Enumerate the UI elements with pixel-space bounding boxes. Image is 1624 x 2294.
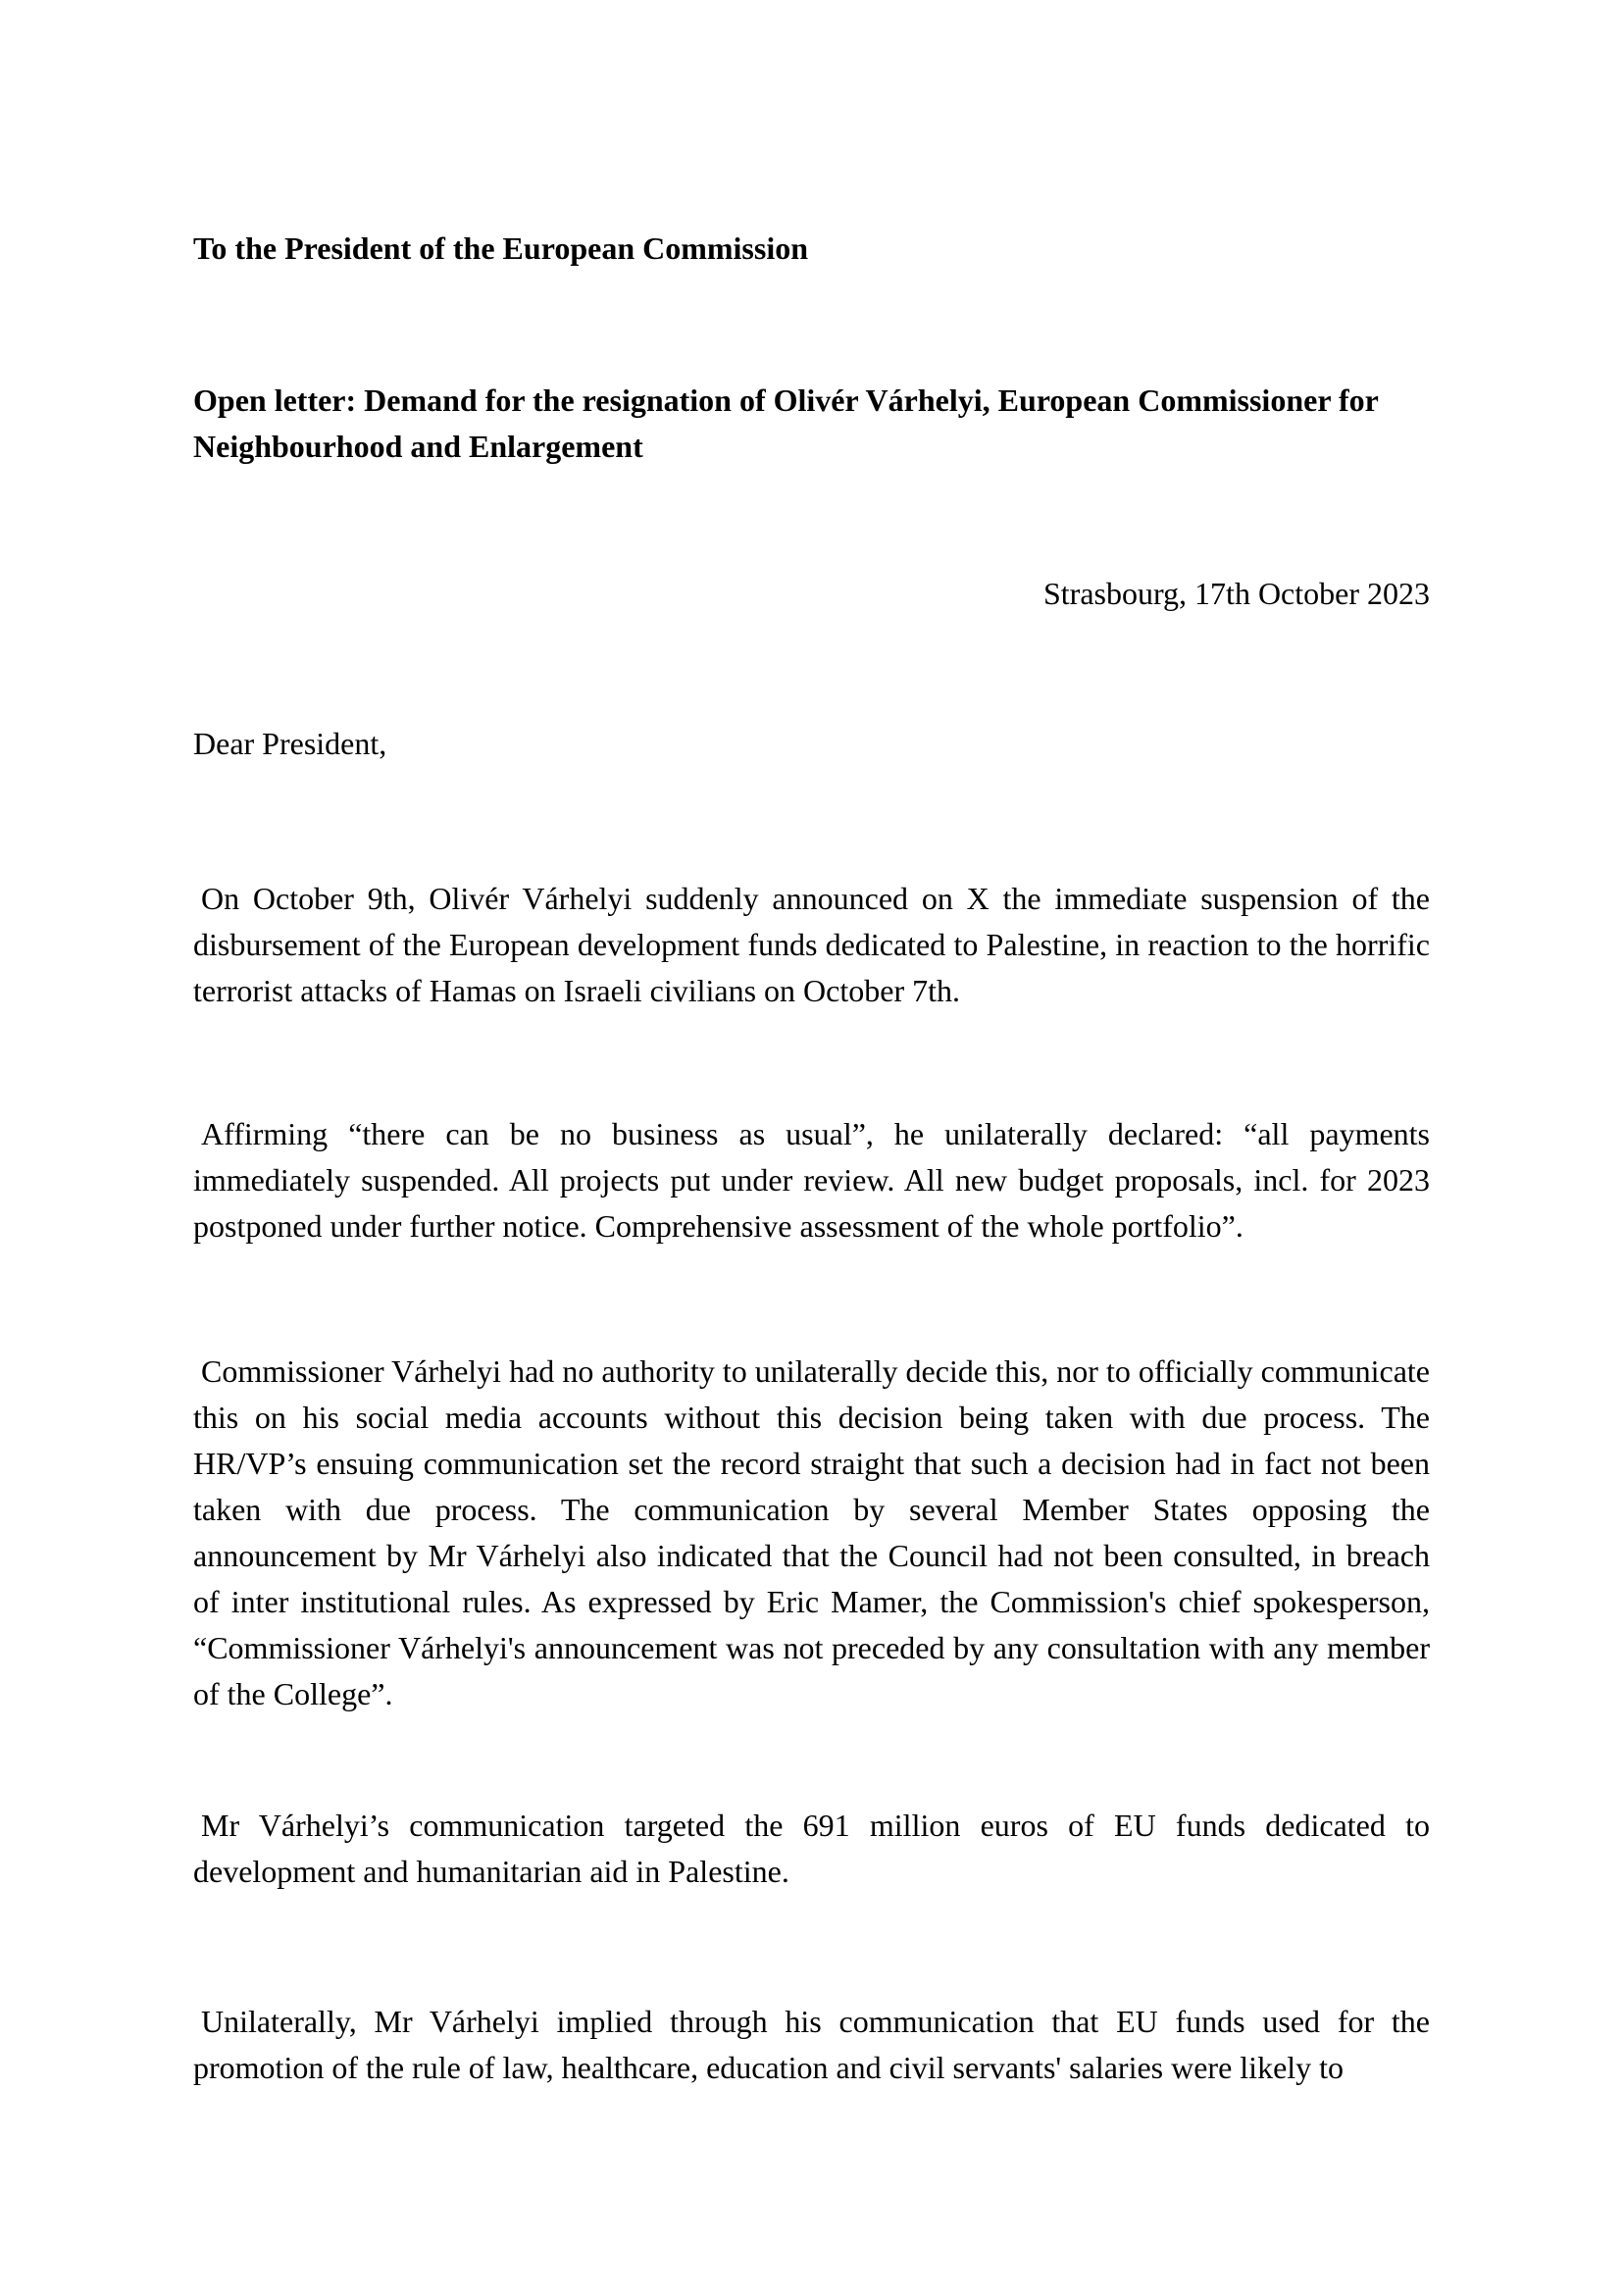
body-paragraph-4: Mr Várhelyi’s communication targeted the 691 million euros of EU funds dedicated to development and humanitarian aid in Palestine.: [193, 1808, 1430, 1889]
body-paragraph-1: On October 9th, Olivér Várhelyi suddenly announced on X the immediate suspension of the disbursement of the European development funds dedicated to Palestine, in reaction to the horrific terrorist attacks of Hamas on Israeli civilians on October 7th.: [193, 881, 1430, 1008]
dateline: Strasbourg, 17th October 2023: [1042, 576, 1430, 611]
addressee-line: To the President of the European Commission: [193, 230, 809, 266]
salutation: Dear President,: [193, 726, 387, 761]
subject-heading: Open letter: Demand for the resignation of Olivér Várhelyi, European Commissioner for Neighbourhood and Enlargement: [193, 382, 1379, 464]
body-paragraph-2: Affirming “there can be no business as usual”, he unilaterally declared: “all payments immediately suspended. All projects put under review. All new budget proposals, incl. for 2023 postponed under further notice. Comprehensive assessment of the whole portfolio”.: [193, 1116, 1430, 1244]
body-paragraph-3: Commissioner Várhelyi had no authority to unilaterally decide this, nor to officially communicate this on his social media accounts without this decision being taken with due process. The HR/VP’s ensuing communication set the record straight that such a decision had in fact not been taken with due process. The communication by several Member States opposing the announcement by Mr Várhelyi also indicated that the Council had not been consulted, in breach of inter institutional rules. As expressed by Eric Mamer, the Commission's chief spokesperson, “Commissioner Várhelyi's announcement was not preceded by any consultation with any member of the College”.: [193, 1353, 1430, 1711]
body-paragraph-5: Unilaterally, Mr Várhelyi implied through his communication that EU funds used for the promotion of the rule of law, healthcare, education and civil servants' salaries were likely to: [193, 2004, 1430, 2085]
